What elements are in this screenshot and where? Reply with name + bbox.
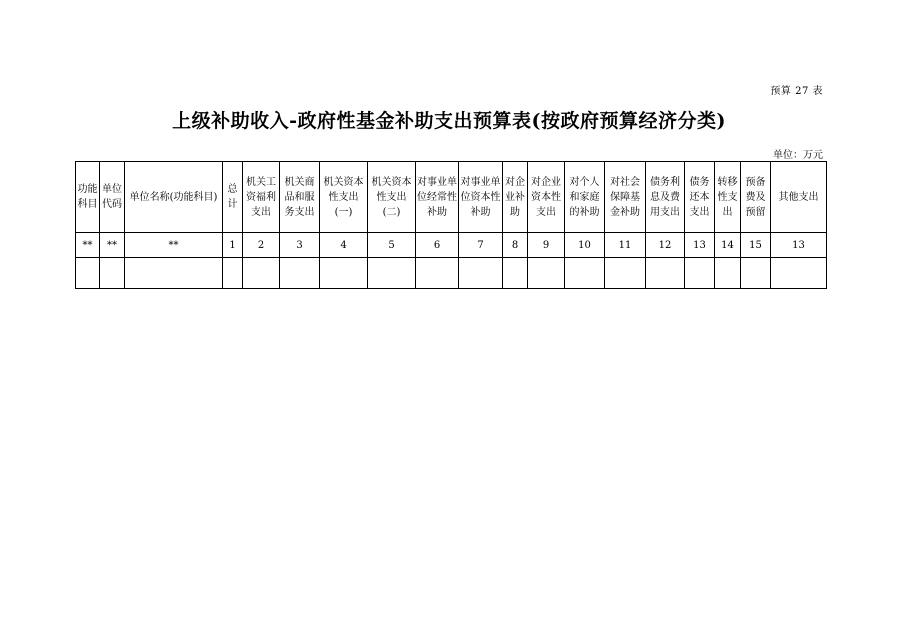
index-cell: 3 [280, 233, 320, 258]
index-cell: 6 [416, 233, 459, 258]
table-cell [125, 258, 223, 289]
column-header: 预备费及预留 [741, 162, 771, 233]
index-cell: ** [100, 233, 125, 258]
column-header: 机关工资福利支出 [243, 162, 280, 233]
index-cell: 5 [368, 233, 416, 258]
column-header: 对事业单位资本性补助 [459, 162, 503, 233]
table-cell [565, 258, 605, 289]
index-cell: 2 [243, 233, 280, 258]
column-header: 对企业资本性支出 [528, 162, 565, 233]
index-cell: 15 [741, 233, 771, 258]
table-cell [416, 258, 459, 289]
column-header: 对个人和家庭的补助 [565, 162, 605, 233]
column-header: 单位代码 [100, 162, 125, 233]
column-header: 总计 [223, 162, 243, 233]
table-cell [528, 258, 565, 289]
column-header: 机关资本性支出(二) [368, 162, 416, 233]
column-header: 功能科目 [76, 162, 100, 233]
column-header: 债务还本支出 [685, 162, 715, 233]
table-row [76, 258, 827, 289]
table-cell [459, 258, 503, 289]
column-header: 机关资本性支出(一) [320, 162, 368, 233]
unit-label: 单位：万元 [773, 150, 823, 161]
index-cell: 12 [646, 233, 685, 258]
table-cell [771, 258, 827, 289]
index-cell: ** [76, 233, 100, 258]
table-cell [100, 258, 125, 289]
column-header: 对事业单位经常性补助 [416, 162, 459, 233]
table-cell [243, 258, 280, 289]
index-cell: 13 [685, 233, 715, 258]
index-cell: 11 [605, 233, 646, 258]
table-cell [368, 258, 416, 289]
column-header: 债务利息及费用支出 [646, 162, 685, 233]
column-header: 对社会保障基金补助 [605, 162, 646, 233]
index-cell: 7 [459, 233, 503, 258]
index-cell: 10 [565, 233, 605, 258]
column-header: 单位名称(功能科目) [125, 162, 223, 233]
table-cell [76, 258, 100, 289]
table-cell [715, 258, 741, 289]
column-header: 转移性支出 [715, 162, 741, 233]
form-number: 预算 27 表 [770, 86, 823, 97]
column-header: 机关商品和服务支出 [280, 162, 320, 233]
page-title: 上级补助收入-政府性基金补助支出预算表(按政府预算经济分类) [172, 110, 726, 132]
table-cell [320, 258, 368, 289]
index-cell: 14 [715, 233, 741, 258]
table-cell [605, 258, 646, 289]
index-cell: 4 [320, 233, 368, 258]
index-cell: ** [125, 233, 223, 258]
table-cell [741, 258, 771, 289]
table-cell [280, 258, 320, 289]
table-cell [503, 258, 528, 289]
index-cell: 9 [528, 233, 565, 258]
column-header: 对企业补助 [503, 162, 528, 233]
table-cell [646, 258, 685, 289]
table-cell [685, 258, 715, 289]
column-header: 其他支出 [771, 162, 827, 233]
column-index-row [76, 233, 827, 258]
index-cell: 1 [223, 233, 243, 258]
index-cell: 8 [503, 233, 528, 258]
header-row [76, 162, 827, 233]
budget-table [75, 161, 827, 289]
table-cell [223, 258, 243, 289]
index-cell: 13 [771, 233, 827, 258]
